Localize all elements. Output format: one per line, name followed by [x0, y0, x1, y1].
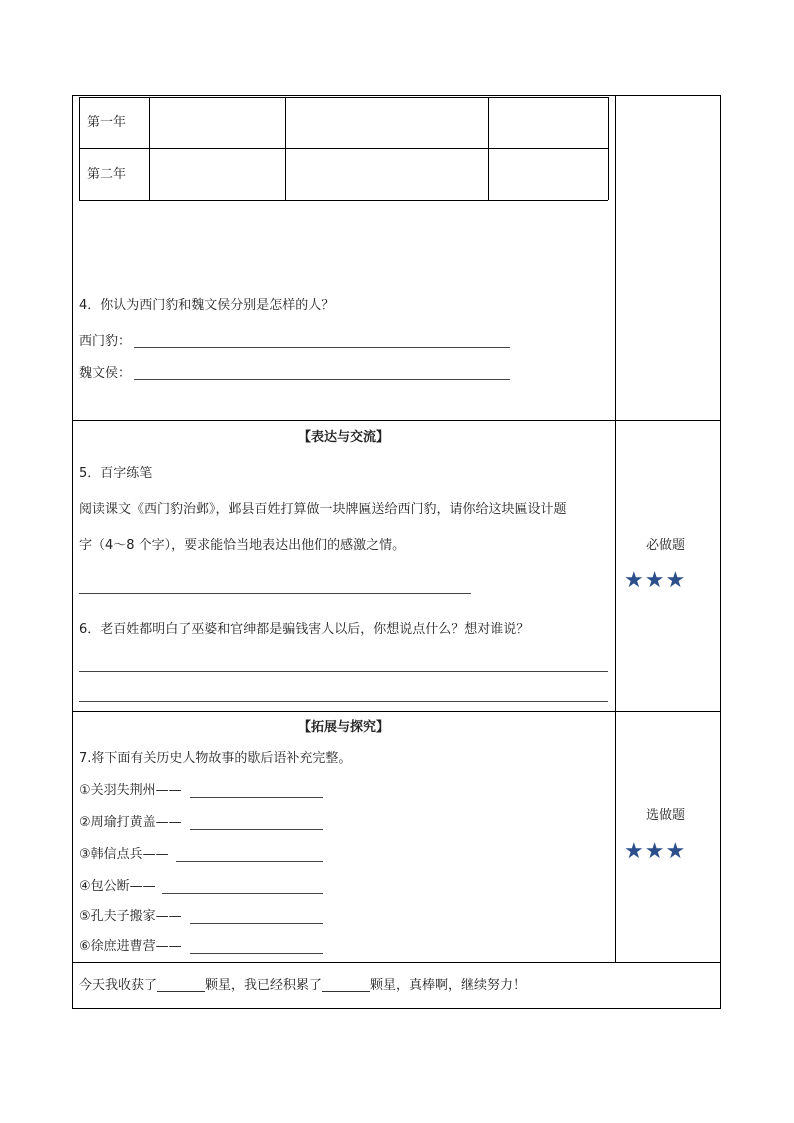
footer-part-2: 颗星，我已经积累了 — [205, 978, 323, 993]
outer-top-border — [72, 95, 721, 96]
footer-part-3: 颗星，真棒啊，继续努力！ — [370, 978, 527, 993]
footer-blank-accumulated[interactable] — [322, 977, 370, 992]
q7-answer-line-2[interactable] — [190, 829, 323, 830]
inner-col-4 — [608, 97, 609, 200]
footer-blank-earned[interactable] — [157, 977, 205, 992]
inner-row-divider — [79, 148, 608, 149]
q6-answer-line-1[interactable] — [79, 671, 608, 672]
q6-answer-line-2[interactable] — [79, 701, 608, 702]
inner-col-3 — [488, 97, 489, 200]
q7-answer-line-4[interactable] — [162, 893, 323, 894]
inner-col-2 — [285, 97, 286, 200]
footer-sentence — [79, 977, 526, 994]
q5-line2: 字（4～8 个字），要求能恰当地表达出他们的感激之情。 — [79, 538, 406, 553]
inner-col-0 — [79, 97, 80, 200]
q4-weiwenhou-label: 魏文侯： — [79, 366, 132, 381]
outer-bottom-border — [72, 1008, 721, 1009]
inner-top-border — [79, 97, 608, 98]
q4-ximenbao-answer-line[interactable] — [134, 347, 510, 348]
inner-bottom-border — [79, 200, 608, 201]
outer-divider-3 — [72, 962, 721, 963]
q7-item-1: ①关羽失荆州—— — [79, 783, 182, 798]
q4-weiwenhou-answer-line[interactable] — [134, 379, 510, 380]
q7-item-4: ④包公断—— — [79, 879, 156, 894]
q4-ximenbao-label: 西门豹： — [79, 334, 132, 349]
outer-right-border — [720, 95, 721, 1008]
q5-answer-line[interactable] — [79, 593, 471, 594]
q7-item-2: ②周瑜打黄盖—— — [79, 815, 182, 830]
q7-question: 7.将下面有关历史人物故事的歇后语补充完整。 — [79, 751, 352, 766]
q6-question: 6．老百姓都明白了巫婆和官绅都是骗钱害人以后，你想说点什么？想对谁说？ — [79, 622, 530, 637]
q4-question: 4．你认为西门豹和魏文侯分别是怎样的人？ — [79, 298, 335, 313]
section-express-header: 【表达与交流】 — [298, 430, 390, 445]
outer-divider-2 — [72, 711, 721, 712]
footer-part-1: 今天我收获了 — [79, 978, 158, 993]
required-stars: ★★★ — [624, 568, 687, 593]
q7-answer-line-5[interactable] — [190, 923, 323, 924]
q7-answer-line-1[interactable] — [190, 797, 323, 798]
q7-item-6: ⑥徐庶进曹营—— — [79, 939, 182, 954]
outer-divider-1 — [72, 420, 721, 421]
inner-row-label-year1: 第一年 — [87, 115, 127, 130]
optional-label: 选做题 — [646, 808, 686, 823]
outer-left-border — [72, 95, 73, 1008]
q7-item-5: ⑤孔夫子搬家—— — [79, 909, 182, 924]
outer-column-divider — [615, 95, 616, 962]
inner-col-1 — [149, 97, 150, 200]
q5-line1: 阅读课文《西门豹治邺》，邺县百姓打算做一块牌匾送给西门豹，请你给这块匾设计题 — [79, 502, 567, 517]
q5-title: 5．百字练笔 — [79, 466, 153, 481]
q7-answer-line-6[interactable] — [190, 953, 323, 954]
q7-answer-line-3[interactable] — [176, 861, 323, 862]
q7-item-3: ③韩信点兵—— — [79, 847, 169, 862]
required-label: 必做题 — [646, 538, 686, 553]
inner-row-label-year2: 第二年 — [87, 167, 127, 182]
section-explore-header: 【拓展与探究】 — [298, 720, 390, 735]
optional-stars: ★★★ — [624, 839, 687, 864]
